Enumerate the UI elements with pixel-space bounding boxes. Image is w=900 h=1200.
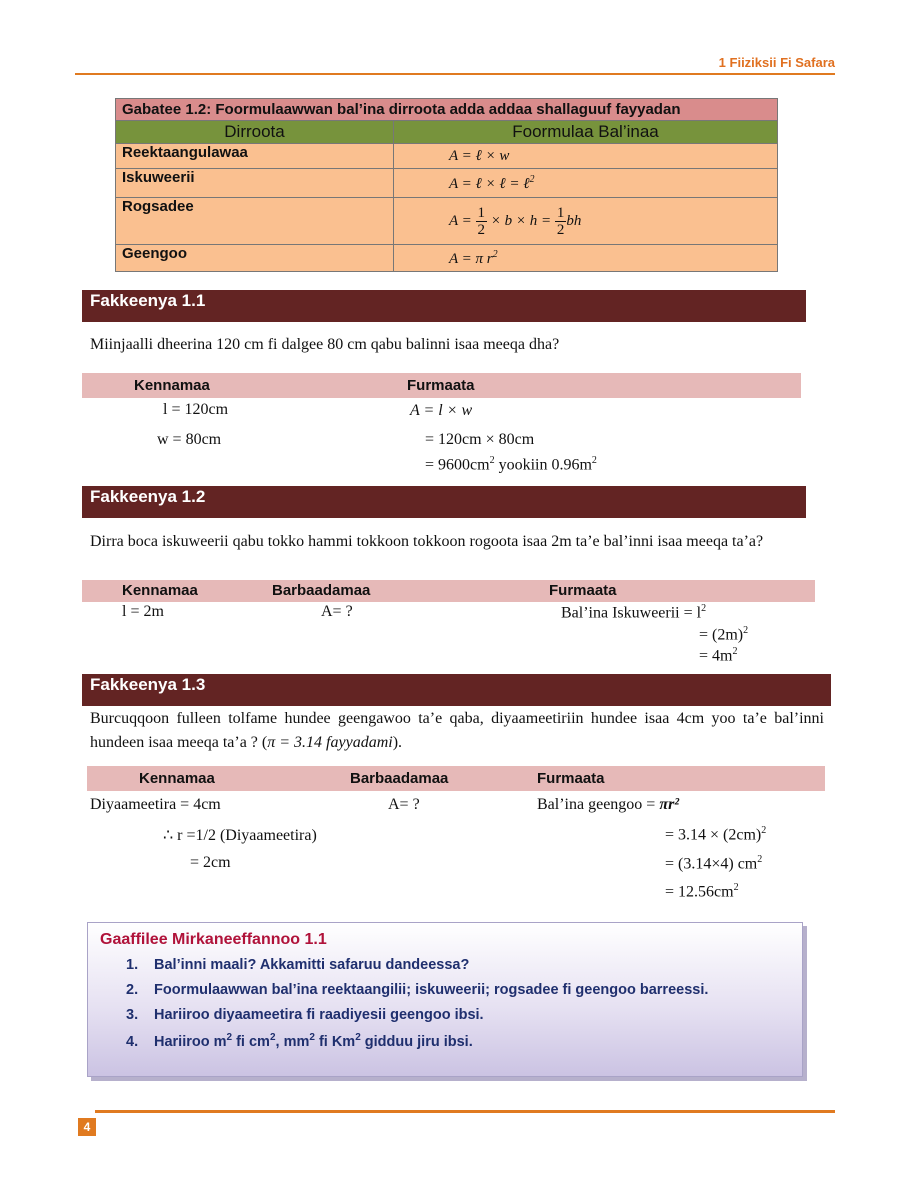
solution-step-3 [665, 854, 762, 873]
item-number: 2. [126, 982, 139, 998]
given-length: l = 120cm [163, 401, 229, 418]
exponent: 2 [269, 1032, 276, 1043]
solution-substitution: = 3.14 × (2cm) [665, 826, 762, 844]
given-label: Kennamaa [134, 377, 210, 394]
solution-formula-text: Bal’ina geengoo = [537, 796, 660, 813]
row-triangle-formula [394, 198, 778, 245]
row-square-formula [394, 169, 778, 198]
exponent: 2 [355, 1032, 361, 1043]
row-triangle-name: Rogsadee [116, 198, 394, 245]
formula-table [115, 98, 778, 272]
question-math: π = 3.14 fayyadami [267, 734, 393, 751]
solution-step-2 [665, 825, 766, 844]
solution-area-m: yookiin 0.96m [494, 456, 592, 474]
fraction-numerator-2: 1 [556, 204, 565, 221]
asked-label: Barbaadamaa [272, 582, 371, 599]
square-formula-text: A = ℓ × ℓ = ℓ [449, 175, 530, 192]
example-1-2-subheader [82, 580, 815, 602]
solution-formula: A = l × w [410, 402, 473, 419]
solution-step-2 [699, 625, 748, 644]
exponent: 2 [757, 854, 763, 865]
example-1-2-banner: Fakkeenya 1.2 [82, 486, 806, 518]
item-text: Foormulaawwan bal’ina reektaangilii; iskuweerii; rogsadee fi geengoo barreessi. [154, 982, 709, 998]
fraction-half-2 [555, 205, 567, 238]
table-caption: Gabatee 1.2: Foormulaawwan bal’ina dirroota adda addaa shallaguuf fayyadan [116, 99, 778, 121]
asked-label: Barbaadamaa [350, 770, 449, 787]
list-item [126, 982, 708, 1007]
exponent: 2 [732, 646, 738, 657]
list-item [126, 957, 708, 982]
row-rectangle-name: Reektaangulawaa [116, 144, 394, 169]
fraction-denominator-2: 2 [556, 221, 565, 238]
header-rule [75, 73, 835, 75]
given-label: Kennamaa [122, 582, 198, 599]
question-text: Burcuqqoon fulleen tolfame hundee geengawoo ta’e qaba, diyaameetiriin hundee isaa 4cm yoo ta’e bal’inni hundeen isaa meeqa ta’a ? ( [90, 710, 824, 751]
given-width: w = 80cm [157, 431, 222, 448]
solution-result: = 4m [699, 647, 733, 665]
exponent: 2 [743, 625, 749, 636]
exponent: 2 [733, 882, 739, 893]
item-text: Bal’inni maali? Akkamitti safaruu dandeessa? [154, 957, 470, 973]
list-item [126, 1007, 708, 1032]
solution-formula: Bal’ina Iskuweerii = l [561, 604, 702, 622]
item-text: Hariiroo diyaameetira fi raadiyesii geengoo ibsi. [154, 1007, 484, 1023]
exponent: 2 [309, 1032, 315, 1043]
triangle-formula-lhs: A = [449, 212, 472, 229]
row-square-name: Iskuweerii [116, 169, 394, 198]
circle-formula-text: A = π r [449, 250, 493, 267]
column-header-shape: Dirroota [116, 121, 394, 144]
example-1-1-banner: Fakkeenya 1.1 [82, 290, 806, 322]
example-1-1-question: Miinjaalli dheerina 120 cm fi dalgee 80 cm qabu balinni isaa meeqa dha? [90, 336, 560, 353]
item-text-e: gidduu jiru ibsi. [360, 1033, 473, 1050]
example-1-2-question: Dirra boca iskuweerii qabu tokko hammi tokkoon tokkoon rogoota isaa 2m ta’e bal’inni isaa meeqa ta’a? [90, 533, 764, 550]
solution-label: Furmaata [537, 770, 605, 787]
example-1-3-banner: Fakkeenya 1.3 [82, 674, 831, 706]
fraction-numerator: 1 [477, 204, 486, 221]
solution-step-1 [537, 796, 679, 814]
exponent: 2 [226, 1032, 233, 1043]
item-number: 1. [126, 957, 139, 973]
exponent: 2 [591, 455, 597, 466]
item-text-a: Hariiroo m [154, 1033, 227, 1050]
asked-area: A= ? [321, 603, 353, 620]
item-number: 4. [126, 1033, 139, 1050]
fraction-half [476, 205, 488, 238]
item-text-d: fi Km [314, 1033, 356, 1050]
solution-step-1 [561, 603, 706, 622]
column-header-formula: Foormulaa Bal’inaa [394, 121, 778, 144]
given-radius: = 2cm [190, 854, 231, 871]
given-side: l = 2m [122, 603, 164, 620]
triangle-formula-rhs: bh [566, 212, 582, 229]
solution-step-4 [665, 882, 739, 901]
review-questions-list [126, 957, 708, 1057]
row-rectangle-formula: A = ℓ × w [394, 144, 778, 169]
given-label: Kennamaa [139, 770, 215, 787]
review-questions-box [87, 922, 803, 1077]
footer-rule [95, 1110, 835, 1113]
exponent: 2 [761, 825, 767, 836]
running-header: 1 Fiiziksii Fi Safara [718, 55, 835, 70]
solution-formula-math: πr² [659, 796, 680, 813]
solution-result: = 12.56cm [665, 883, 734, 901]
solution-step-2 [425, 455, 597, 474]
fraction-denominator: 2 [477, 221, 486, 238]
example-1-3-subheader [87, 766, 825, 791]
row-circle-formula [394, 245, 778, 272]
square-formula-exponent: 2 [529, 173, 535, 185]
item-number: 3. [126, 1007, 139, 1023]
item-text-c: , mm [275, 1033, 310, 1050]
list-item [126, 1032, 708, 1057]
solution-step-3 [699, 646, 737, 665]
solution-label: Furmaata [549, 582, 617, 599]
given-diameter: Diyaameetira = 4cm [90, 796, 221, 813]
solution-area-cm: = 9600cm [425, 456, 490, 474]
solution-step-1: = 120cm × 80cm [425, 431, 535, 448]
triangle-formula-middle: × b × h = [490, 212, 552, 229]
row-circle-name: Geengoo [116, 245, 394, 272]
solution-substitution: = (2m) [699, 626, 744, 644]
question-end: ). [392, 734, 403, 751]
given-radius-relation: ∴ r =1/2 (Diyaameetira) [163, 827, 317, 844]
asked-area: A= ? [388, 796, 420, 813]
solution-product: = (3.14×4) cm [665, 855, 758, 873]
solution-label: Furmaata [407, 377, 475, 394]
circle-formula-exponent: 2 [492, 248, 498, 260]
review-questions-title: Gaaffilee Mirkaneeffannoo 1.1 [100, 931, 327, 948]
item-text-b: fi cm [232, 1033, 270, 1050]
page-number: 4 [78, 1118, 96, 1136]
exponent: 2 [701, 603, 707, 614]
example-1-1-subheader [82, 373, 801, 398]
exponent: 2 [489, 455, 495, 466]
example-1-3-question [90, 707, 824, 755]
